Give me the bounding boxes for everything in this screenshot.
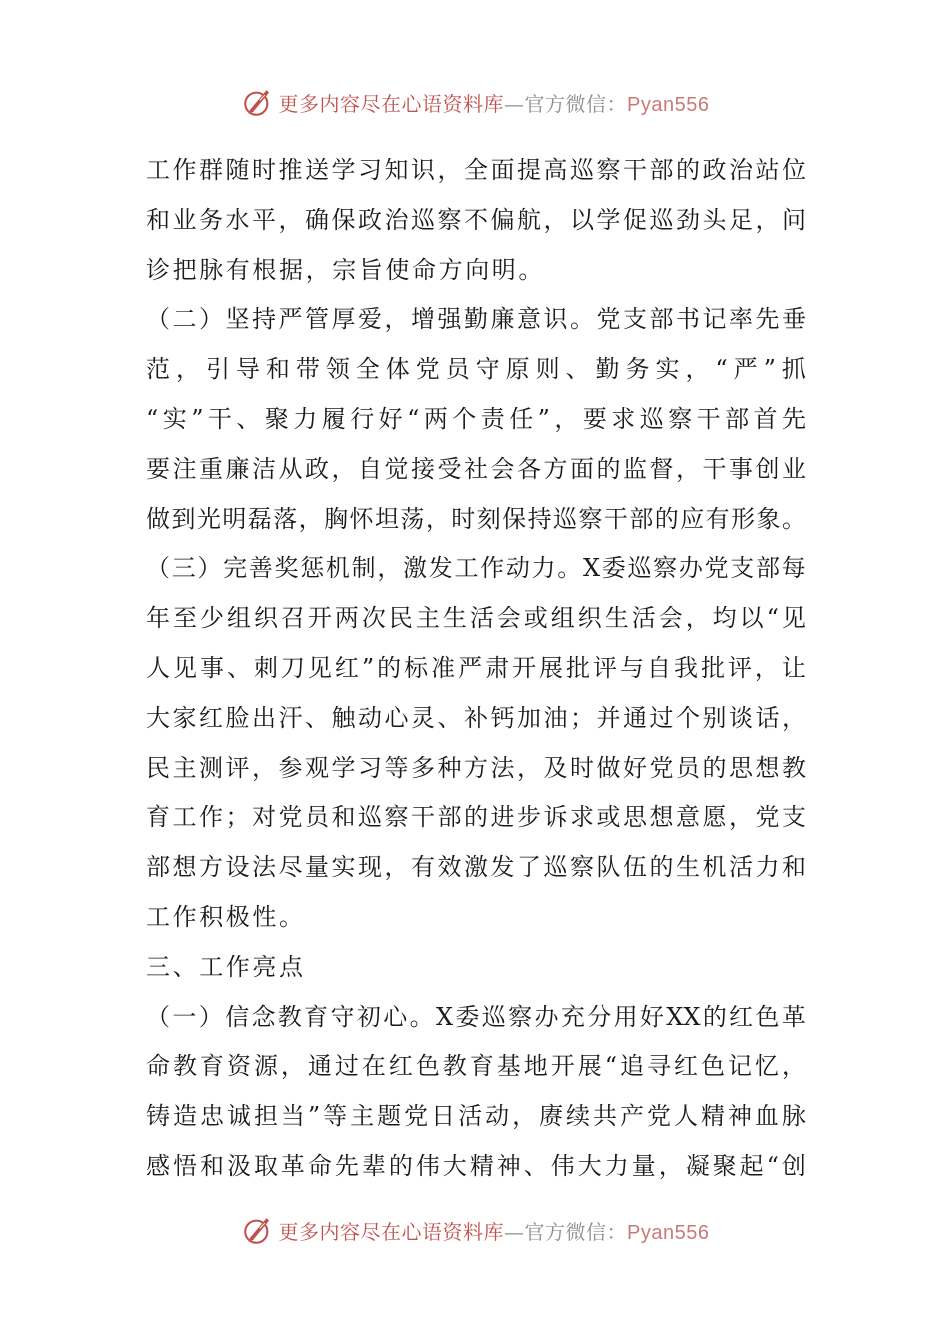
- text-line: 铸 造 忠 诚 担 当 ” 等 主 题 党 日 活 动 ， 赓 续 共 产 党 人 精 神 血 脉: [146, 1102, 806, 1131]
- watermark-text: 更多内容尽在心语资料库—官方微信：Pyan556: [278, 1219, 710, 1244]
- text-line: 三、工作亮点: [146, 952, 306, 981]
- text-line: 人 见 事 、 刺 刀 见 红 ” 的 标 准 严 肃 开 展 批 评 与 自 我 批 评 ， 让: [146, 653, 806, 682]
- quill-pen-logo-icon: [241, 85, 275, 119]
- text-line: 范 ， 引 导 和 带 领 全 体 党 员 守 原 则 、 勤 务 实 ， “ 严 ” 抓: [146, 355, 806, 384]
- text-line: 年 至 少 组 织 召 开 两 次 民 主 生 活 会 或 组 织 生 活 会 ， 均 以 “ 见: [146, 604, 806, 633]
- text-line: （ 二 ） 坚 持 严 管 厚 爱 ， 增 强 勤 廉 意 识 。 党 支 部 书 记 率 先 垂: [146, 305, 806, 334]
- text-line: 命 教 育 资 源 ， 通 过 在 红 色 教 育 基 地 开 展 “ 追 寻 红 色 记 忆 ，: [146, 1052, 806, 1081]
- text-line: 做 到 光 明 磊 落 ， 胸 怀 坦 荡 ， 时 刻 保 持 巡 察 干 部 的 应 有 形 象 。: [146, 504, 806, 533]
- footer-watermark: [0, 1210, 950, 1250]
- text-line: 工 作 群 随 时 推 送 学 习 知 识 ， 全 面 提 高 巡 察 干 部 的 政 治 站 位: [146, 156, 806, 184]
- text-line: （ 一 ） 信 念 教 育 守 初 心 。 X 委 巡 察 办 充 分 用 好 XX 的 红 色 革: [146, 1002, 806, 1031]
- text-line: 感 悟 和 汲 取 革 命 先 辈 的 伟 大 精 神 、 伟 大 力 量 ， 凝 聚 起 “ 创: [146, 1151, 806, 1180]
- text-line: 要 注 重 廉 洁 从 政 ， 自 觉 接 受 社 会 各 方 面 的 监 督 ， 干 事 创 业: [146, 454, 806, 483]
- quill-pen-logo-icon: [241, 1213, 275, 1247]
- text-line: 和 业 务 水 平 ， 确 保 政 治 巡 察 不 偏 航 ， 以 学 促 巡 劲 头 足 ， 问: [146, 205, 806, 234]
- text-line: 诊把脉有根据，宗旨使命方向明。: [146, 255, 545, 284]
- text-line: 大 家 红 脸 出 汗 、 触 动 心 灵 、 补 钙 加 油 ； 并 通 过 个 别 谈 话 ，: [146, 703, 806, 732]
- text-line: “ 实 ” 干 、 聚 力 履 行 好 “ 两 个 责 任 ” ， 要 求 巡 察 干 部 首 先: [146, 404, 806, 433]
- text-line: 工作积极性。: [146, 902, 306, 931]
- text-line: （ 三 ） 完 善 奖 惩 机 制 ， 激 发 工 作 动 力 。 X 委 巡 察 办 党 支 部 每: [146, 554, 806, 583]
- text-line: 部 想 方 设 法 尽 量 实 现 ， 有 效 激 发 了 巡 察 队 伍 的 生 机 活 力 和: [146, 853, 806, 882]
- header-watermark: [0, 82, 950, 122]
- watermark-text: 更多内容尽在心语资料库—官方微信：Pyan556: [278, 91, 710, 116]
- document-body: [146, 146, 806, 1192]
- text-line: 育 工 作 ； 对 党 员 和 巡 察 干 部 的 进 步 诉 求 或 思 想 意 愿 ， 党 支: [146, 803, 806, 832]
- text-line: 民 主 测 评 ， 参 观 学 习 等 多 种 方 法 ， 及 时 做 好 党 员 的 思 想 教: [146, 753, 806, 782]
